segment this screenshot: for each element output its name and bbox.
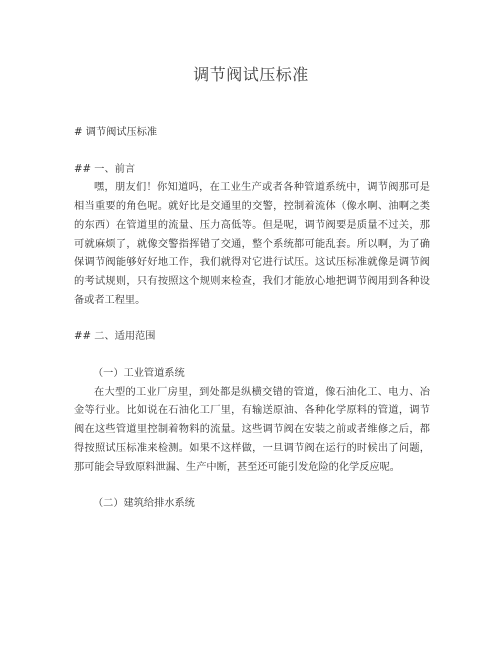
document-title: 调节阀试压标准 xyxy=(193,65,309,84)
section-1-heading: ## 一、前言 xyxy=(74,163,136,175)
section-2-heading: ## 二、适用范围 xyxy=(74,331,156,343)
document-body xyxy=(74,124,430,514)
markdown-h1-line: # 调节阀试压标准 xyxy=(74,127,158,138)
section-1-paragraph: 嘿，朋友们！你知道吗，在工业生产或者各种管道系统中，调节阀那可是相当重要的角色呢。就好比是交通里的交警，控制着流体（像水啊、油啊之类的东西）在管道里的流量、压力高低等。但是呢，调节阀要是质量不过关，那可就麻烦了，就像交警指挥错了交通，整个系统都可能乱套。所以啊，为了确保调节阀能够好好地工作，我们就得对它进行试压。这试压标准就像是调节阀的考试规则，只有按照这个规则来检查，我们才能放心地把调节阀用到各种设备或者工程里。 xyxy=(74,182,430,306)
spacer xyxy=(74,310,430,328)
spacer xyxy=(74,477,430,495)
spacer xyxy=(74,143,430,161)
subsection-2-1-paragraph: 在大型的工业厂房里，到处都是纵横交错的管道，像石油化工、电力、冶金等行业。比如说在石油化工厂里，有输送原油、各种化学原料的管道，调节阀在这些管道里控制着物料的流量。这些调节阀在安装之前或者维修之后，都得按照试压标准来检测。如果不这样做，一旦调节阀在运行的时候出了问题，那可能会导致原料泄漏、生产中断，甚至还可能引发危险的化学反应呢。 xyxy=(74,386,430,473)
subsection-2-1-heading: （一）工业管道系统 xyxy=(93,368,185,380)
subsection-2-2-heading: （二）建筑给排水系统 xyxy=(93,498,195,510)
spacer xyxy=(74,347,430,365)
